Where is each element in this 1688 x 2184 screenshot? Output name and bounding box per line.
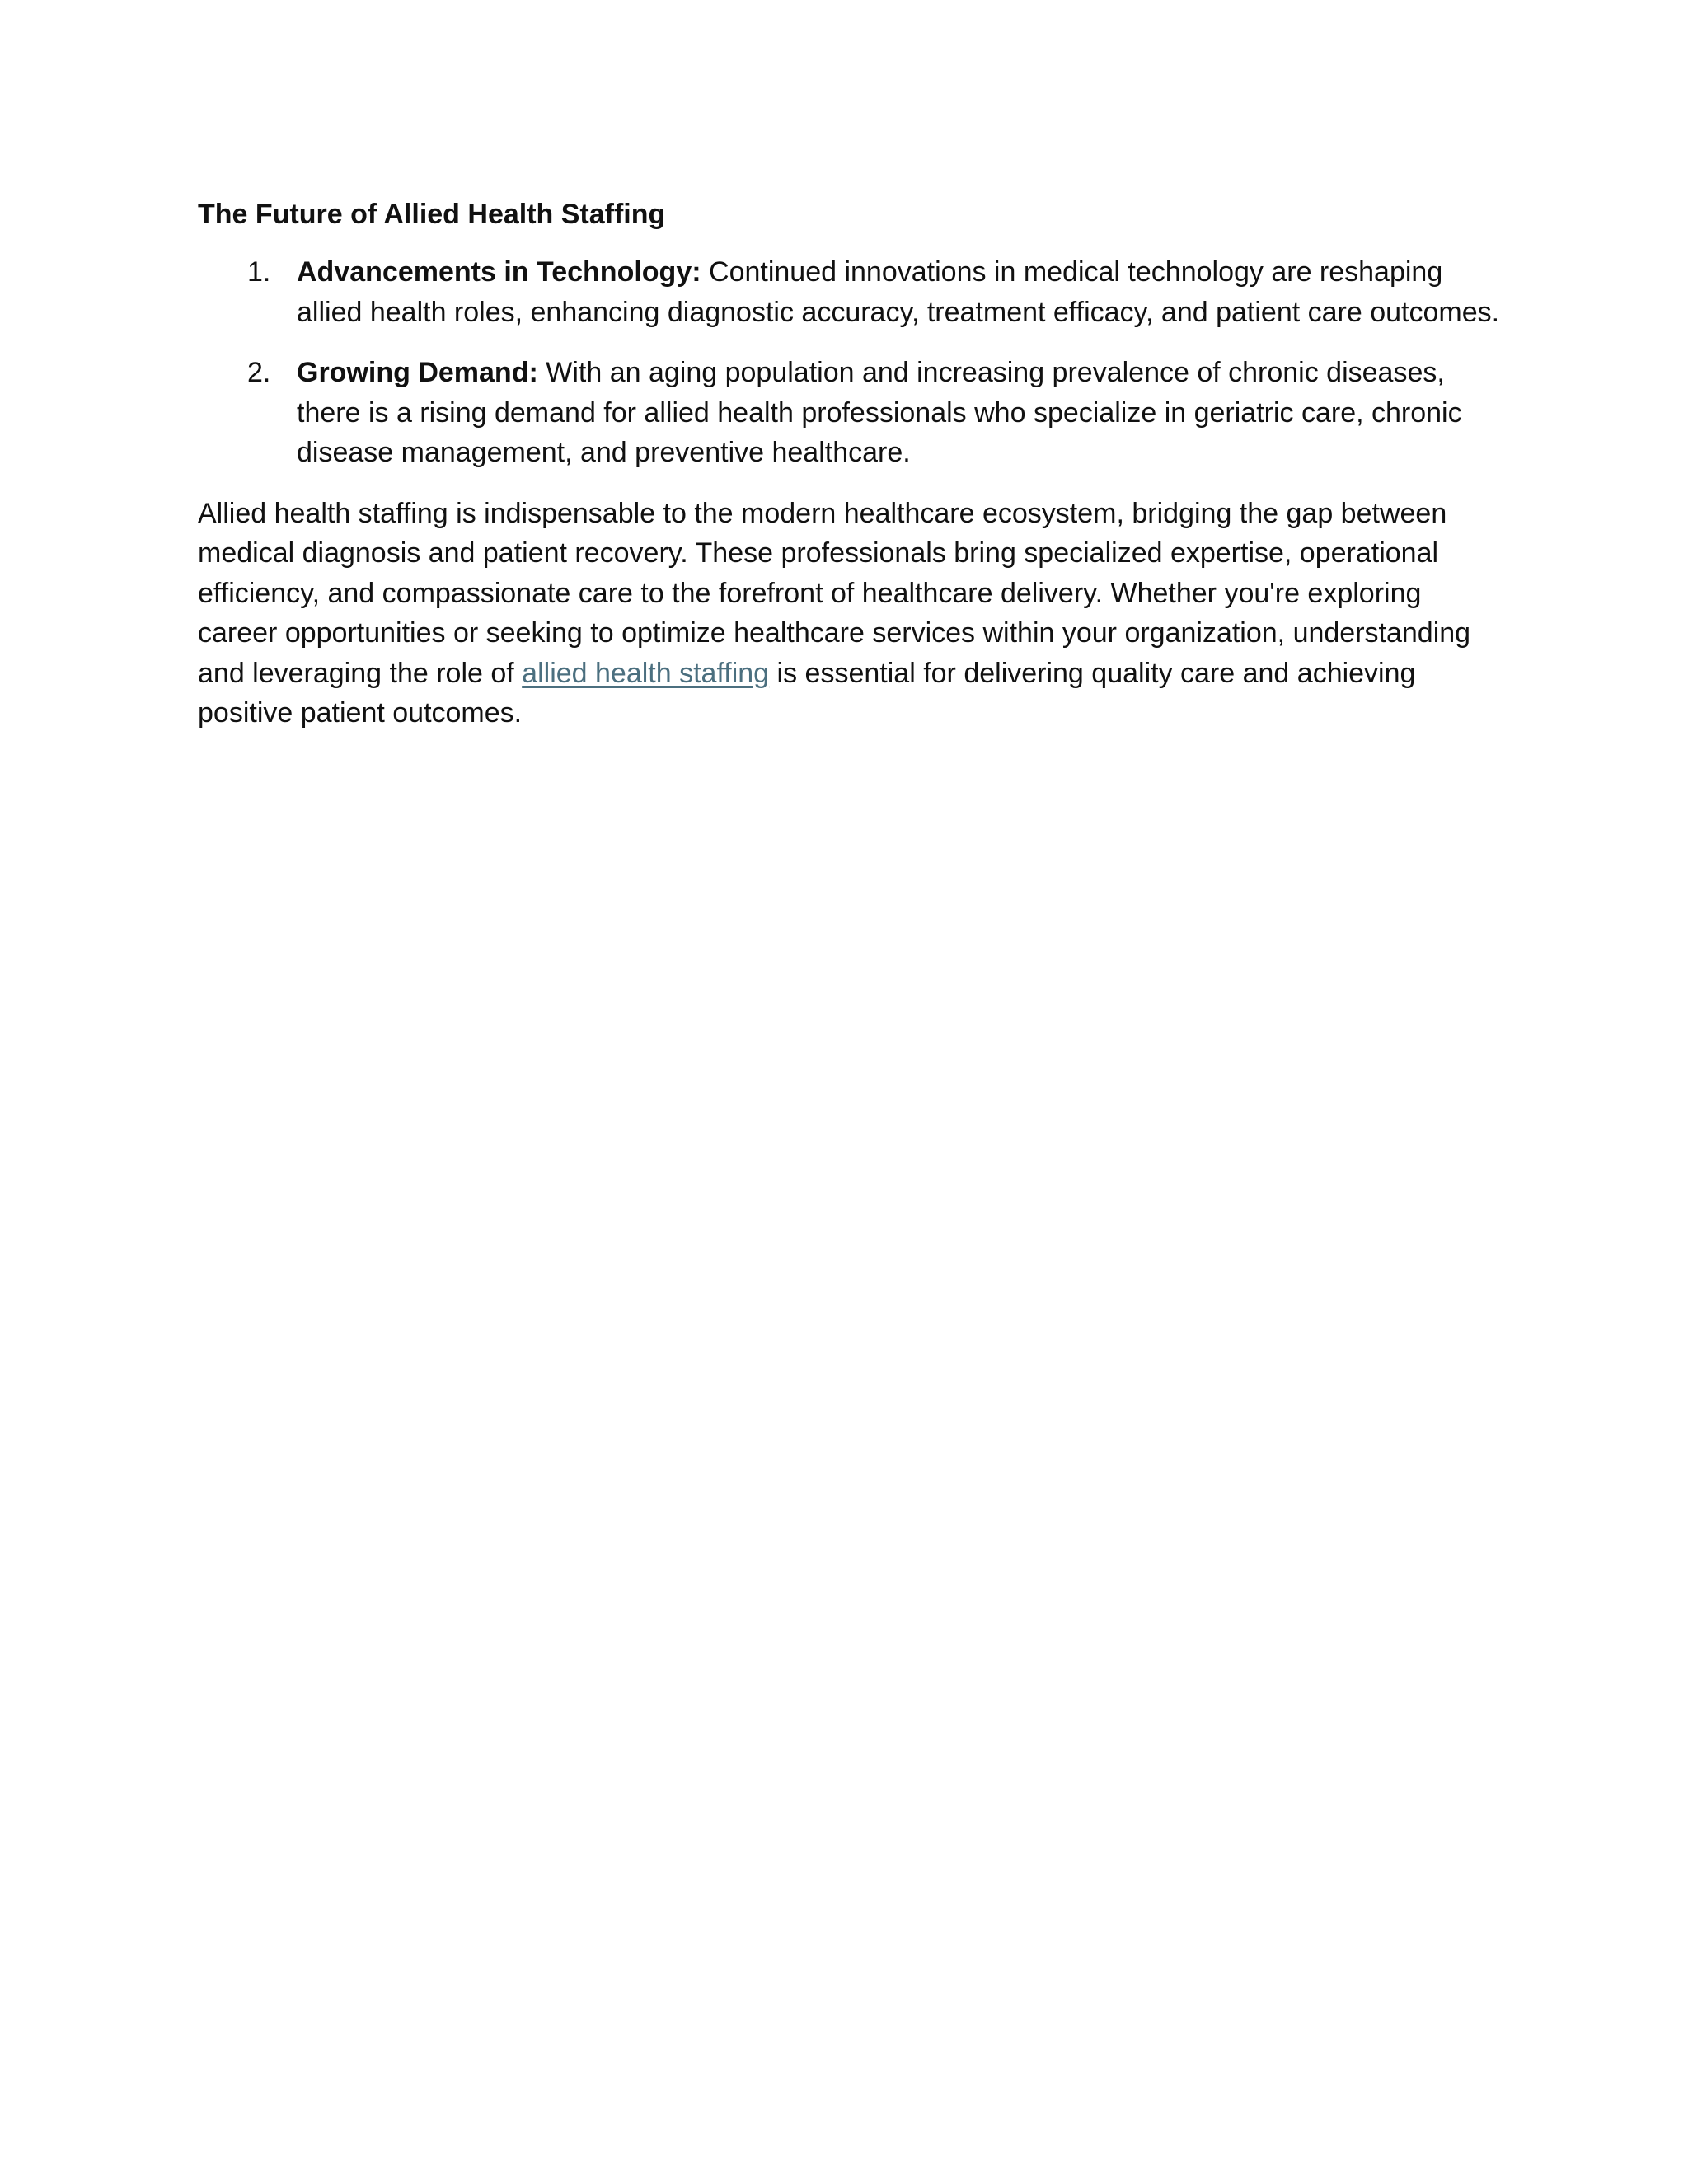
list-item-label: Advancements in Technology:: [297, 256, 701, 288]
paragraph-text-after-link: is essential for delivering quality care and achieving positive patient outcomes.: [198, 657, 1416, 729]
list-item: [198, 353, 1500, 473]
list-item-text: Continued innovations in medical technology are reshaping allied health roles, enhancing diagnostic accuracy, treatment efficacy, and patient care outcomes.: [297, 256, 1500, 328]
document-page: [198, 194, 1500, 733]
numbered-list: [198, 252, 1500, 473]
list-item-label: Growing Demand:: [297, 357, 538, 388]
list-item: [198, 252, 1500, 332]
list-number: 1.: [247, 256, 271, 288]
list-item-text: With an aging population and increasing prevalence of chronic diseases, there is a rising demand for allied health professionals who specialize in geriatric care, chronic disease management, and preventive healthcare.: [297, 357, 1462, 468]
paragraph-text-before-link: Allied health staffing is indispensable to the modern healthcare ecosystem, bridging the gap between medical diagnosis and patient recovery. These professionals bring specialized expertise, operational efficiency, and compassionate care to the forefront of healthcare delivery. Whether you're exploring career opportunities or seeking to optimize healthcare services within your organization, understanding and leveraging the role of: [198, 497, 1471, 689]
allied-health-staffing-link[interactable]: allied health staffing: [522, 657, 770, 689]
conclusion-paragraph: [198, 494, 1500, 733]
section-heading: The Future of Allied Health Staffing: [198, 199, 666, 230]
list-number: 2.: [247, 357, 271, 388]
